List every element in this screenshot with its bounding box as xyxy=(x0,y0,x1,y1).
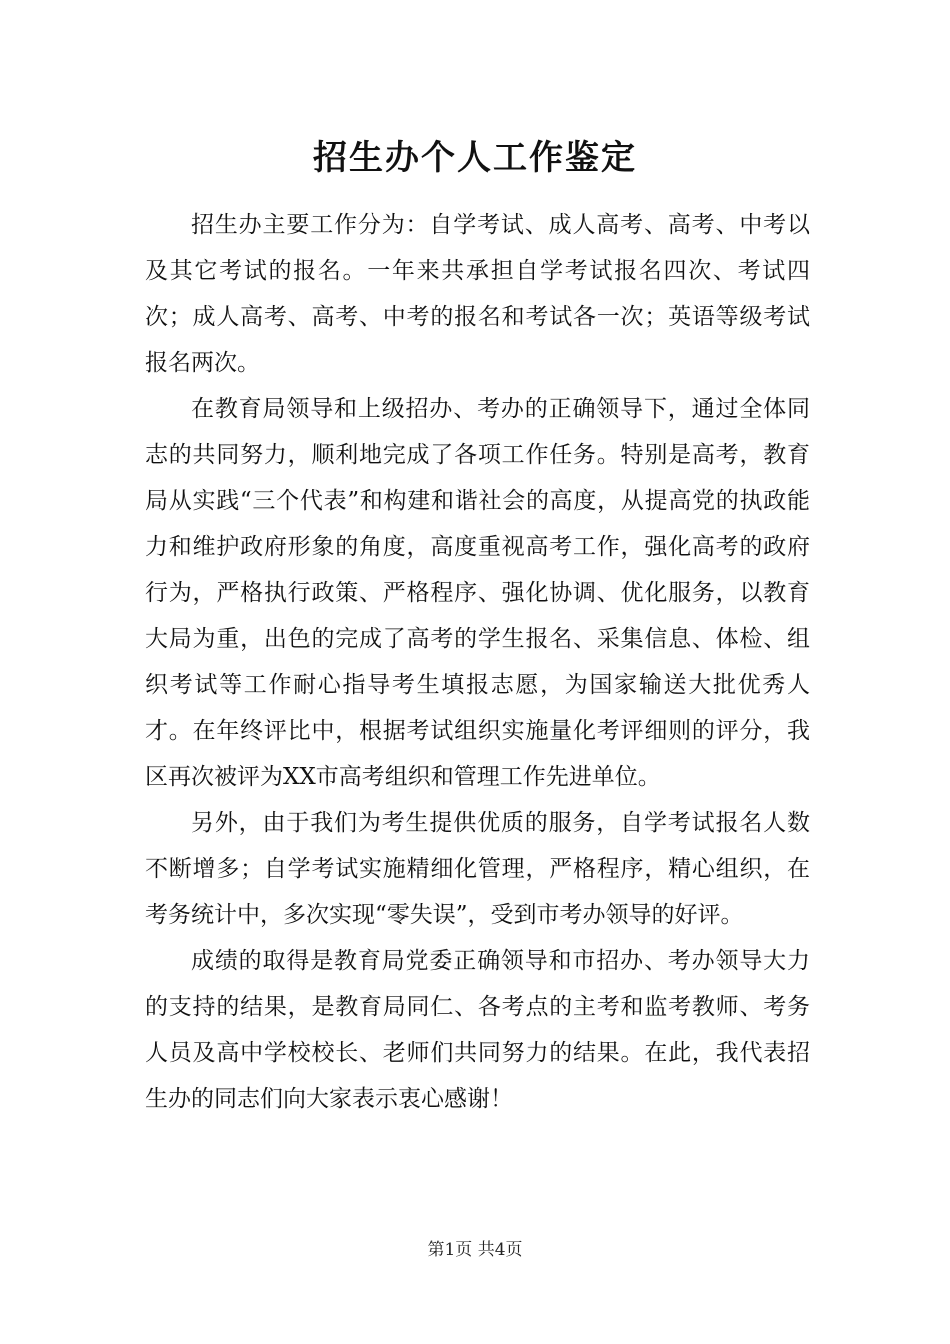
paragraph-4: 成绩的取得是教育局党委正确领导和市招办、考办领导大力的支持的结果，是教育局同仁、各考点的主考和监考教师、考务人员及高中学校校长、老师们共同努力的结果。在此，我代表招生办的同志们向大家表示衷心感谢！ xyxy=(145,948,810,1112)
document-title: 招生办个人工作鉴定 xyxy=(313,138,637,178)
page-number-footer: 第1页 共4页 xyxy=(427,1240,523,1260)
paragraph-1: 招生办主要工作分为：自学考试、成人高考、高考、中考以及其它考试的报名。一年来共承担自学考试报名四次、考试四次；成人高考、高考、中考的报名和考试各一次；英语等级考试报名两次。 xyxy=(145,212,810,376)
paragraph-2: 在教育局领导和上级招办、考办的正确领导下，通过全体同志的共同努力，顺利地完成了各项工作任务。特别是高考，教育局从实践“三个代表”和构建和谐社会的高度，从提高党的执政能力和维护政府形象的角度，高度重视高考工作，强化高考的政府行为，严格执行政策、严格程序、强化协调、优化服务，以教育大局为重，出色的完成了高考的学生报名、采集信息、体检、组织考试等工作耐心指导考生填报志愿，为国家输送大批优秀人才。在年终评比中，根据考试组织实施量化考评细则的评分，我区再次被评为XX市高考组织和管理工作先进单位。 xyxy=(145,396,810,790)
document-body xyxy=(145,202,810,1122)
paragraph-3: 另外，由于我们为考生提供优质的服务，自学考试报名人数不断增多；自学考试实施精细化管理，严格程序，精心组织，在考务统计中，多次实现“零失误”，受到市考办领导的好评。 xyxy=(145,810,810,928)
